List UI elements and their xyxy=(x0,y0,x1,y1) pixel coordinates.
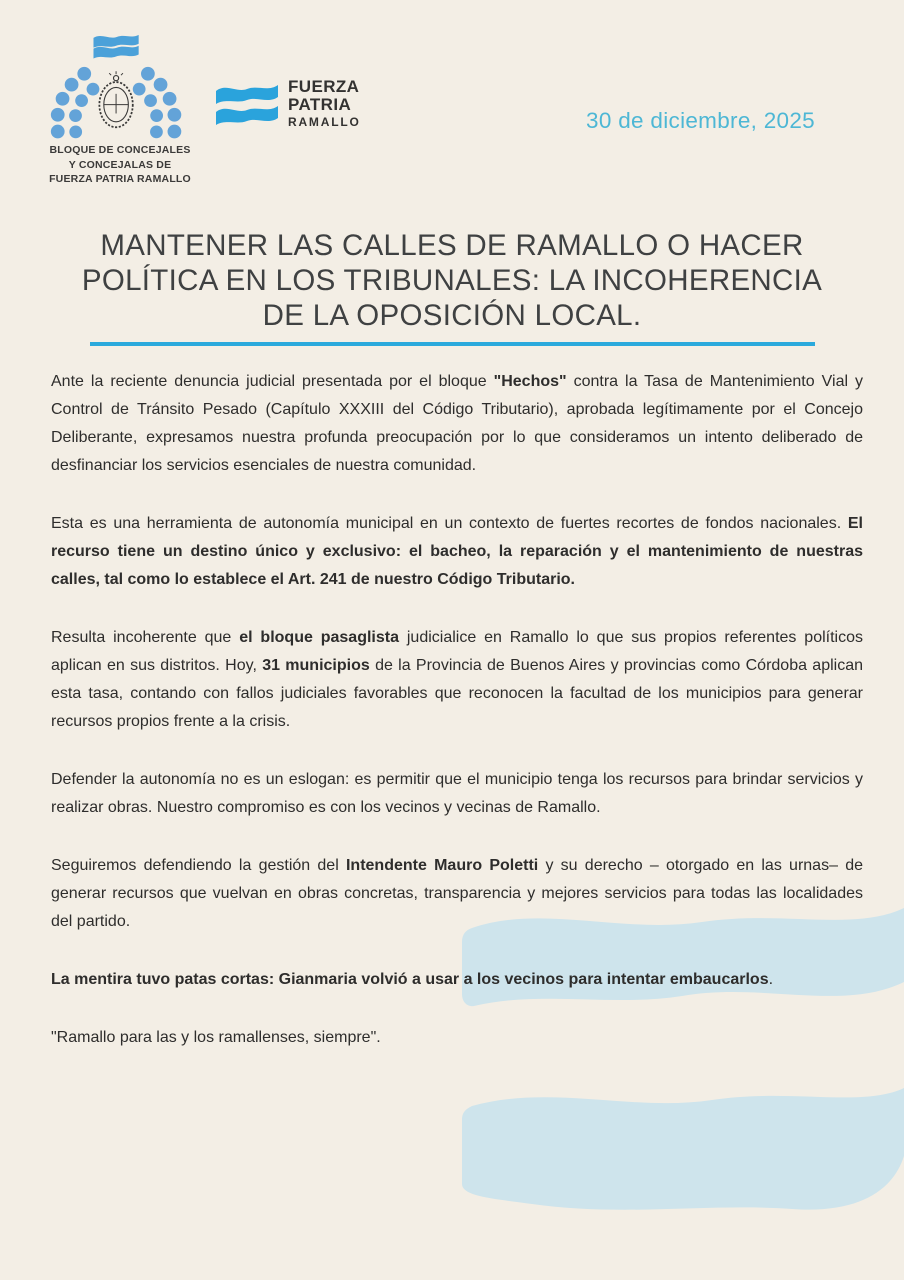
paragraph: Defender la autonomía no es un eslogan: es permitir que el municipio tenga los recursos para brindar servicios y realizar obras. Nuestro compromiso es con los vecinos y vecinas de Ramallo. xyxy=(51,771,863,816)
fuerza-patria-logo xyxy=(216,78,361,129)
small-flag-icon xyxy=(93,35,138,59)
title-underline xyxy=(90,342,815,346)
bloc-caption-line: BLOQUE DE CONCEJALES xyxy=(49,144,191,156)
paragraph: Resulta incoherente que el bloque pasaglista judicialice en Ramallo lo que sus propios referentes políticos aplican en sus distritos. Hoy, 31 municipios de la Provincia de Buenos Aires y provincias como Córdoba aplican esta tasa, contando con fallos judiciales favorables que reconocen la facultad de los municipios para generar recursos propios frente a la crisis. xyxy=(51,629,864,730)
paragraph: Ante la reciente denuncia judicial presentada por el bloque "Hechos" contra la Tasa de Mantenimiento Vial y Control de Tránsito Pesado (Capítulo XXXIII del Código Tributario), aprobada legítimamente por el Concejo Deliberante, expresamos nuestra profunda preocupación por lo que consideramos un intento deliberado de desfinanciar los servicios esenciales de nuestra comunidad. xyxy=(51,373,863,474)
paragraph: "Ramallo para las y los ramallenses, siempre". xyxy=(51,1029,381,1046)
fp-line-patria: PATRIA xyxy=(288,95,352,115)
article-body xyxy=(51,368,863,1052)
fuerza-patria-wordmark xyxy=(288,78,361,129)
bloc-logo xyxy=(45,30,195,187)
paragraph: Esta es una herramienta de autonomía municipal en un contexto de fuertes recortes de fondos nacionales. El recurso tiene un destino único y exclusivo: el bacheo, la reparación y el mantenimiento de nuestras calles, tal como lo establece el Art. 241 de nuestro Código Tributario. xyxy=(51,515,863,588)
flag-icon xyxy=(216,79,278,127)
flag-wave-decoration-bottom xyxy=(462,1076,904,1218)
paragraph: Seguiremos defendiendo la gestión del Intendente Mauro Poletti y su derecho – otorgado en las urnas– de generar recursos que vuelvan en obras concretas, transparencia y mejores servicios para todas las localidades del partido. xyxy=(51,857,863,930)
bloc-caption xyxy=(45,143,195,187)
paragraph: La mentira tuvo patas cortas: Gianmaria volvió a usar a los vecinos para intentar embaucarlos. xyxy=(51,971,774,988)
council-arc-icon xyxy=(45,30,195,140)
coat-of-arms-icon xyxy=(99,71,132,127)
publication-date: 30 de diciembre, 2025 xyxy=(586,108,815,133)
bloc-caption-line: FUERZA PATRIA RAMALLO xyxy=(49,173,191,186)
page-title: MANTENER LAS CALLES DE RAMALLO O HACER POLÍTICA EN LOS TRIBUNALES: LA INCOHERENCIA DE LA OPOSICIÓN LOCAL. xyxy=(81,229,823,332)
bloc-caption-line: Y CONCEJALAS DE xyxy=(68,158,172,171)
fp-line-ramallo: RAMALLO xyxy=(288,115,361,130)
fp-line-fuerza: FUERZA xyxy=(288,77,360,96)
